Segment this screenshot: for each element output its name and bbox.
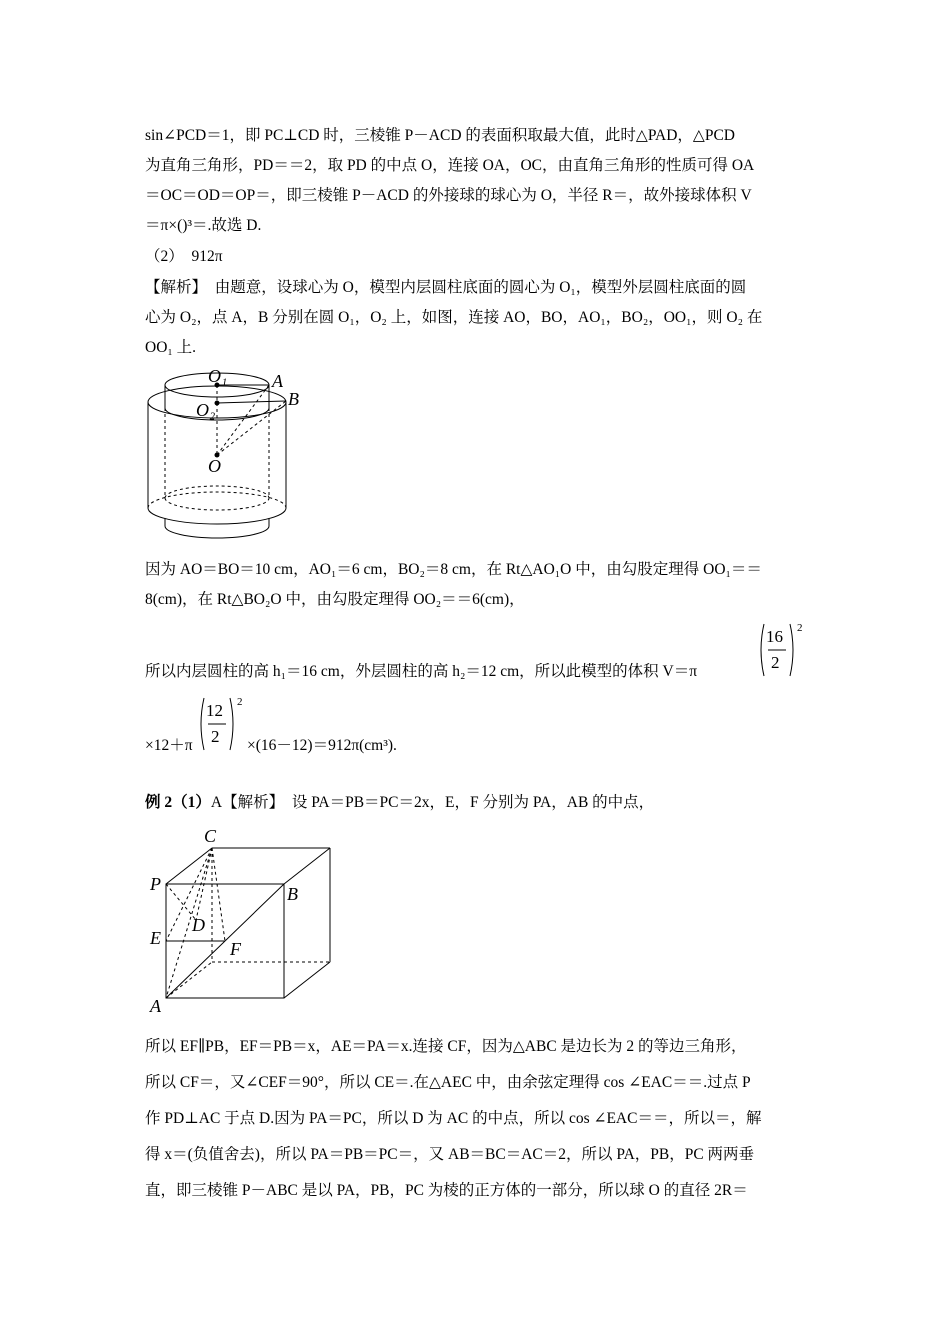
answer-2: （2） 912π (145, 248, 223, 265)
text-line-16: 作 PD⊥AC 于点 D.因为 PA＝PC，所以 D 为 AC 的中点，所以 cos ∠EAC＝＝，所以＝，解 (145, 1110, 762, 1127)
text-line-10: 8(cm)，在 Rt△BO₂O 中，由勾股定理得 OO₂＝＝6(cm)， (145, 591, 525, 608)
analysis-line-2: 心为 O₂，点 A，B 分别在圆 O₁，O₂ 上，如图，连接 AO，BO，AO₁，BO₂，OO₁，则 O₂ 在 (145, 309, 763, 326)
cube-label-a: A (150, 996, 161, 1016)
label-b: B (288, 389, 299, 409)
analysis-line-1: 【解析】 由题意，设球心为 O，模型内层圆柱底面的圆心为 O₁，模型外层圆柱底面的圆 (145, 279, 747, 296)
fraction-12-denominator: 2 (211, 727, 220, 746)
text-line-12: ×12＋π (145, 737, 193, 754)
fraction-12-exponent: 2 (237, 696, 243, 708)
label-o1: O₁ (208, 368, 228, 386)
example-2-line (145, 793, 654, 813)
text-line-3: ＝OC＝OD＝OP＝，即三棱锥 P－ACD 的外接球的球心为 O，半径 R＝，故外接球体积 V (145, 187, 752, 204)
cube-label-f: F (230, 939, 241, 959)
cube-label-b: B (287, 884, 298, 904)
fraction-12-numerator: 12 (206, 701, 223, 720)
cube-figure (140, 820, 340, 1020)
text-line-18: 直，即三棱锥 P－ABC 是以 PA，PB，PC 为棱的正方体的一部分，所以球 O 的直径 2R＝ (145, 1182, 748, 1199)
label-o: O (208, 456, 221, 476)
fraction-16-numerator: 16 (766, 627, 783, 646)
text-line-12b: ×(16－12)＝912π(cm³). (247, 737, 397, 754)
fraction-16-exponent: 2 (797, 622, 803, 634)
label-o2: O₂ (196, 400, 216, 420)
fraction-16-denominator: 2 (771, 653, 780, 672)
text-line-1: sin∠PCD＝1，即 PC⊥CD 时，三棱锥 P－ACD 的表面积取最大值，此时△PAD，△PCD (145, 127, 735, 144)
example-2-text: A【解析】 设 PA＝PB＝PC＝2x，E，F 分别为 PA，AB 的中点， (210, 794, 655, 811)
example-2-label: 例 2（1） (145, 794, 211, 811)
text-line-11: 所以内层圆柱的高 h₁＝16 cm，外层圆柱的高 h₂＝12 cm，所以此模型的体积 V＝π (145, 663, 698, 680)
cube-label-p: P (150, 874, 161, 894)
cube-label-e: E (150, 928, 161, 948)
text-line-17: 得 x＝(负值舍去)，所以 PA＝PB＝PC＝，又 AB＝BC＝AC＝2，所以 PA，PB，PC 两两垂 (145, 1146, 755, 1163)
text-line-15: 所以 CF＝，又∠CEF＝90°，所以 CE＝.在△AEC 中，由余弦定理得 cos ∠EAC＝＝.过点 P (145, 1074, 751, 1091)
text-line-14: 所以 EF∥PB，EF＝PB＝x，AE＝PA＝x.连接 CF，因为△ABC 是边长为 2 的等边三角形， (145, 1038, 747, 1055)
analysis-line-3: OO₁ 上. (145, 339, 197, 356)
text-line-4: ＝π×()³＝.故选 D. (145, 217, 262, 234)
cube-label-c: C (204, 826, 217, 846)
cube-label-d: D (192, 915, 205, 935)
text-line-9: 因为 AO＝BO＝10 cm，AO₁＝6 cm，BO₂＝8 cm，在 Rt△AO₁O 中，由勾股定理得 OO₁＝＝ (145, 561, 762, 578)
text-line-2: 为直角三角形，PD＝＝2，取 PD 的中点 O，连接 OA，OC，由直角三角形的性质可得 OA (145, 157, 755, 174)
label-a: A (272, 371, 283, 391)
cylinder-figure (140, 368, 310, 543)
